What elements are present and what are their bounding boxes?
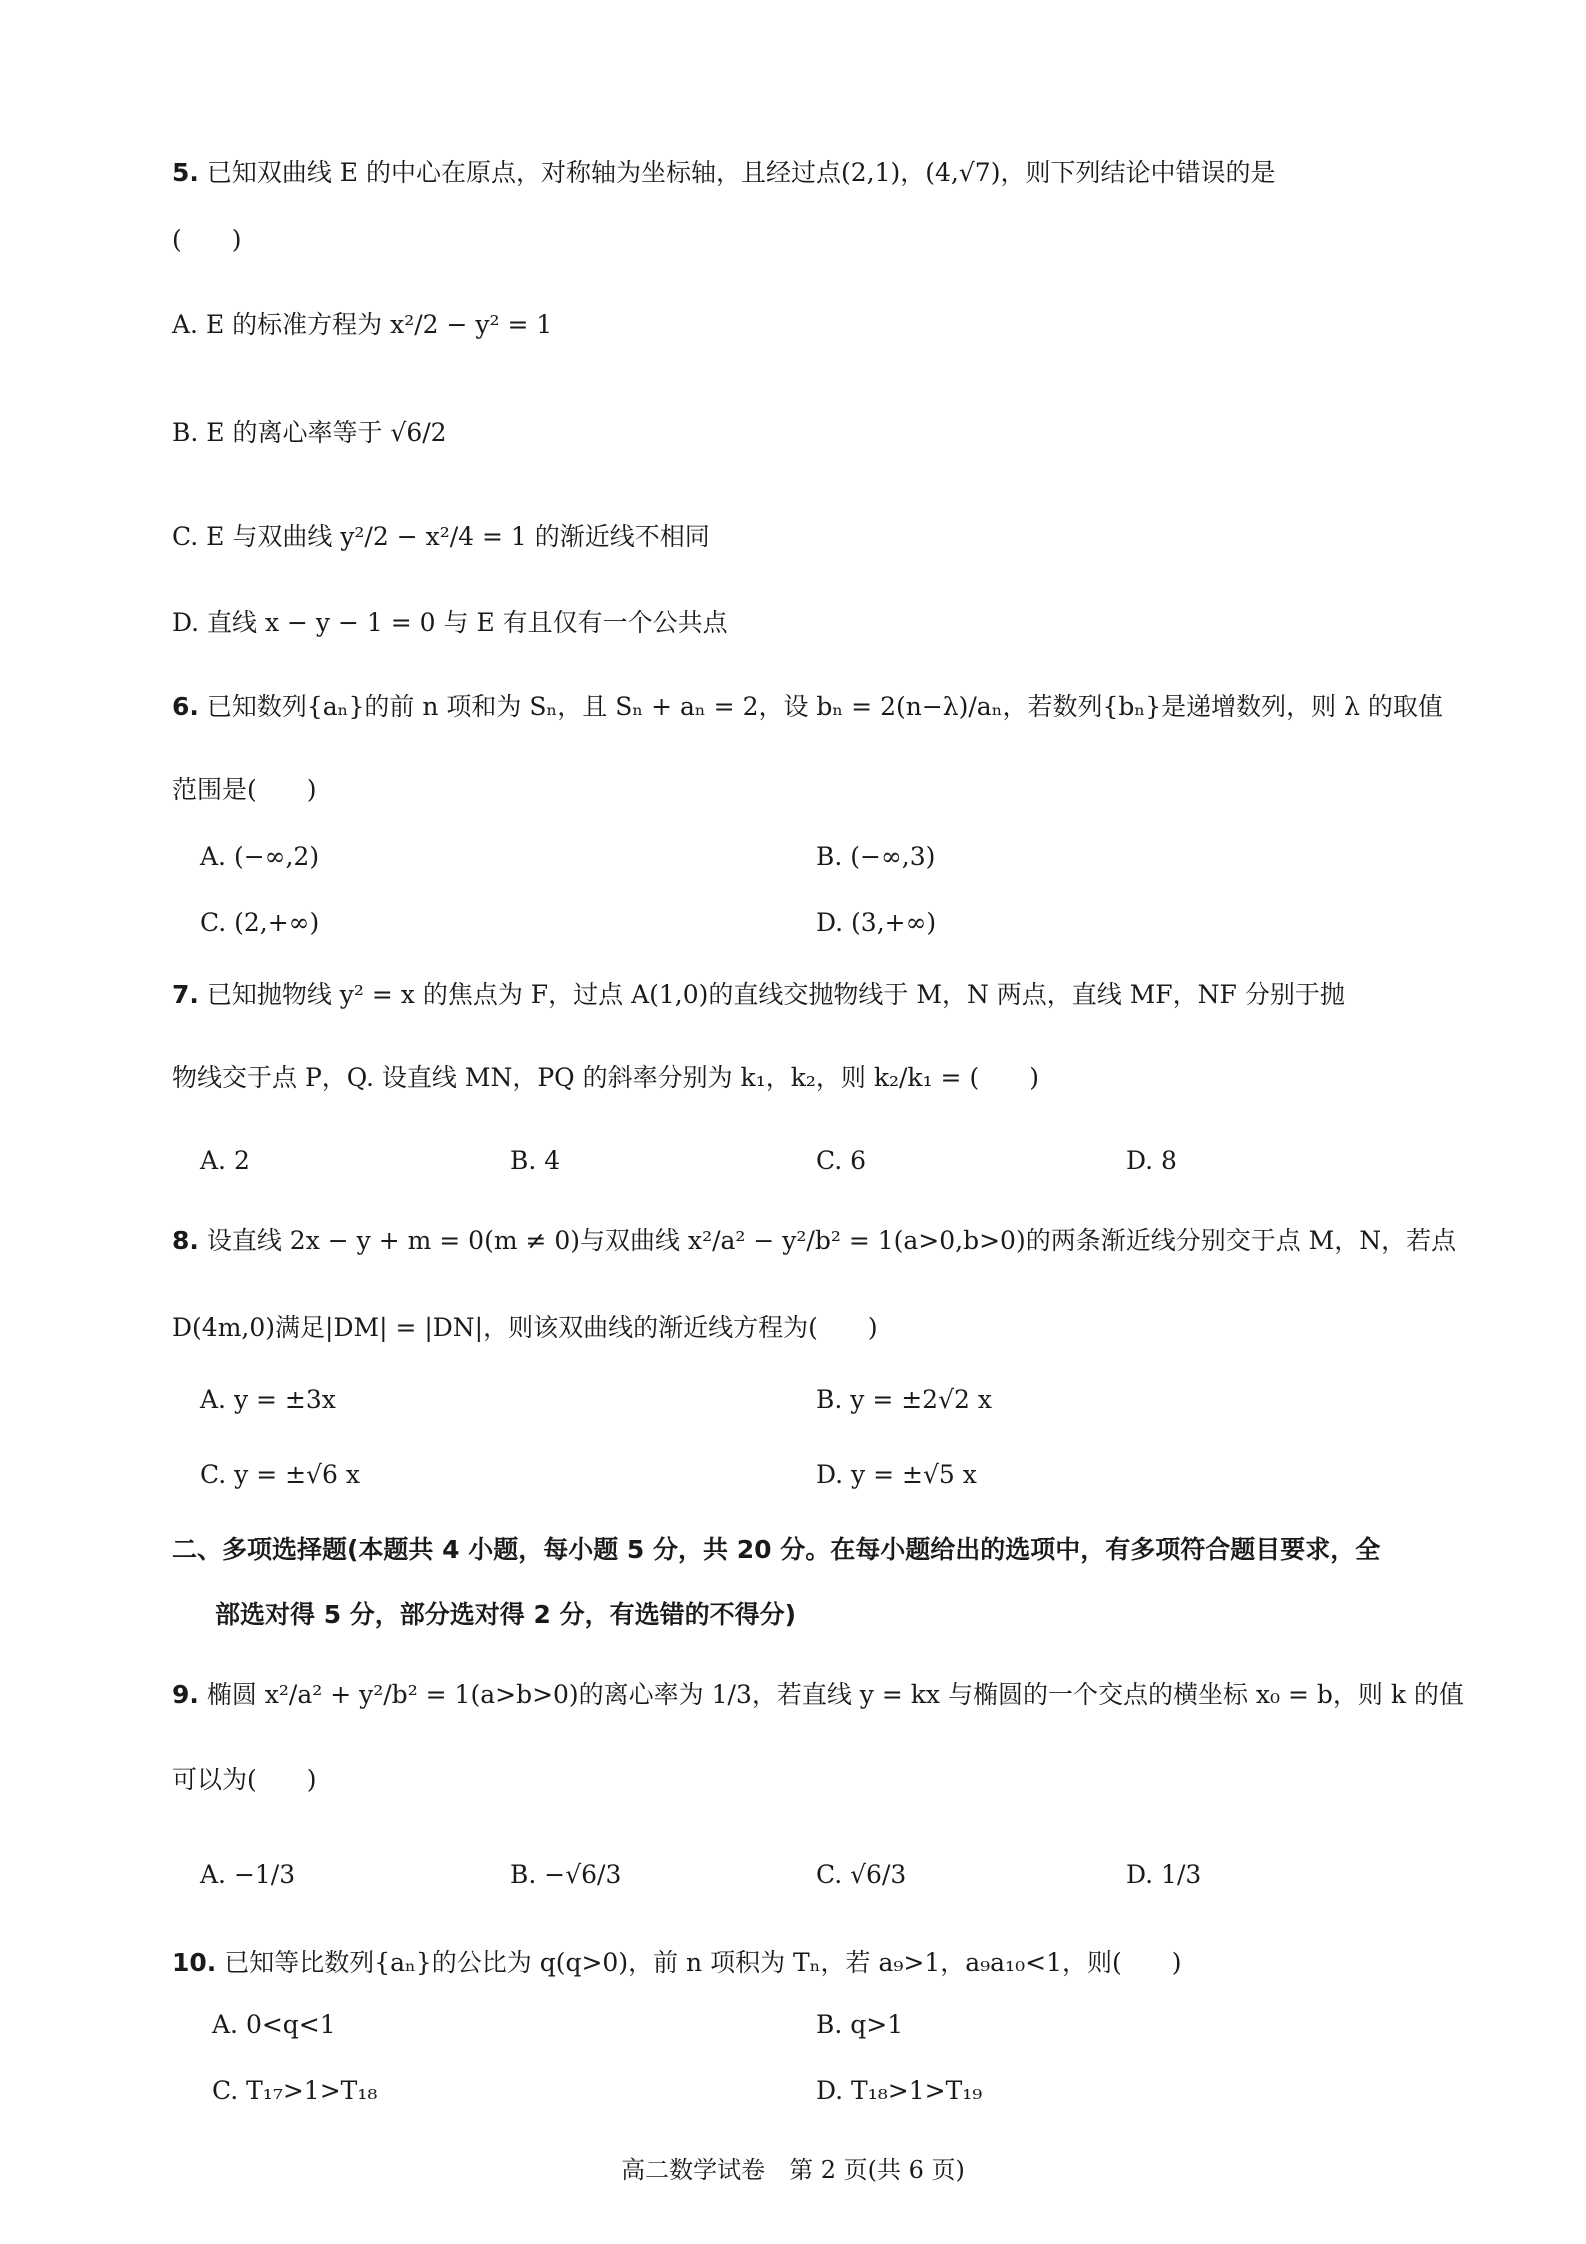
- q7-option-b: B. 4: [510, 1146, 561, 1175]
- q9-stem: [172, 1680, 1464, 1710]
- q6-option-c: C. (2,+∞): [200, 908, 320, 937]
- q5-option-d: D. 直线 x − y − 1 = 0 与 E 有且仅有一个公共点: [172, 608, 728, 637]
- q6-stem2: 范围是( ): [172, 775, 317, 804]
- q5-blank: ( ): [172, 225, 242, 254]
- q7-number: 7.: [172, 980, 199, 1009]
- q9-stem-text: 椭圆 x²/a² + y²/b² = 1(a>b>0)的离心率为 1/3，若直线 y = kx 与椭圆的一个交点的横坐标 x₀ = b，则 k 的值: [206, 1680, 1464, 1709]
- q7-option-d: D. 8: [1126, 1146, 1177, 1175]
- q7-option-c: C. 6: [816, 1146, 867, 1175]
- q6-stem-text: 已知数列{aₙ}的前 n 项和为 Sₙ，且 Sₙ + aₙ = 2，设 bₙ = 2(n−λ)/aₙ，若数列{bₙ}是递增数列，则 λ 的取值: [206, 692, 1443, 721]
- q9-stem2: 可以为( ): [172, 1765, 317, 1794]
- q5-option-c: C. E 与双曲线 y²/2 − x²/4 = 1 的渐近线不相同: [172, 522, 710, 551]
- q10-option-d: D. T₁₈>1>T₁₉: [816, 2076, 983, 2105]
- q9-option-a: A. −1/3: [200, 1860, 296, 1889]
- q9-option-c: C. √6/3: [816, 1860, 907, 1889]
- q6-option-d: D. (3,+∞): [816, 908, 937, 937]
- q7-option-a: A. 2: [200, 1146, 250, 1175]
- q8-stem2: D(4m,0)满足|DM| = |DN|，则该双曲线的渐近线方程为( ): [172, 1313, 878, 1342]
- page-footer: 高二数学试卷 第 2 页(共 6 页): [621, 2156, 965, 2184]
- q8-option-c: C. y = ±√6 x: [200, 1460, 360, 1489]
- q5-number: 5.: [172, 158, 199, 187]
- q6-option-a: A. (−∞,2): [200, 842, 320, 871]
- q10-option-a: A. 0<q<1: [212, 2010, 336, 2039]
- q9-option-d: D. 1/3: [1126, 1860, 1202, 1889]
- q8-option-a: A. y = ±3x: [200, 1385, 336, 1414]
- q10-number: 10.: [172, 1948, 217, 1977]
- q8-stem-text: 设直线 2x − y + m = 0(m ≠ 0)与双曲线 x²/a² − y²/b² = 1(a>0,b>0)的两条渐近线分别交于点 M，N，若点: [206, 1226, 1457, 1255]
- q9-number: 9.: [172, 1680, 199, 1709]
- q9-option-b: B. −√6/3: [510, 1860, 622, 1889]
- q8-stem: [172, 1226, 1456, 1256]
- q10-option-c: C. T₁₇>1>T₁₈: [212, 2076, 378, 2105]
- q10-option-b: B. q>1: [816, 2010, 904, 2039]
- q6-number: 6.: [172, 692, 199, 721]
- q7-stem: [172, 980, 1345, 1010]
- q7-stem2: 物线交于点 P，Q. 设直线 MN，PQ 的斜率分别为 k₁，k₂，则 k₂/k₁ = ( ): [172, 1063, 1039, 1092]
- q8-option-b: B. y = ±2√2 x: [816, 1385, 992, 1414]
- q5-option-a: A. E 的标准方程为 x²/2 − y² = 1: [172, 310, 553, 339]
- q5-stem: [172, 158, 1275, 188]
- section2-heading-cont: 部选对得 5 分，部分选对得 2 分，有选错的不得分): [215, 1600, 797, 1629]
- q5-stem-text: 已知双曲线 E 的中心在原点，对称轴为坐标轴，且经过点(2,1)，(4,√7)，则下列结论中错误的是: [206, 158, 1276, 187]
- q10-stem-text: 已知等比数列{aₙ}的公比为 q(q>0)，前 n 项积为 Tₙ，若 a₉>1，a₉a₁₀<1，则( ): [224, 1948, 1182, 1977]
- q8-number: 8.: [172, 1226, 199, 1255]
- q5-option-b: B. E 的离心率等于 √6/2: [172, 418, 447, 447]
- q7-stem-text: 已知抛物线 y² = x 的焦点为 F，过点 A(1,0)的直线交抛物线于 M，N 两点，直线 MF，NF 分别于抛: [206, 980, 1345, 1009]
- section2-heading: 二、多项选择题(本题共 4 小题，每小题 5 分，共 20 分。在每小题给出的选项中，有多项符合题目要求，全: [172, 1535, 1381, 1564]
- q6-stem: [172, 692, 1443, 722]
- q6-option-b: B. (−∞,3): [816, 842, 936, 871]
- q8-option-d: D. y = ±√5 x: [816, 1460, 977, 1489]
- q10-stem: [172, 1948, 1182, 1978]
